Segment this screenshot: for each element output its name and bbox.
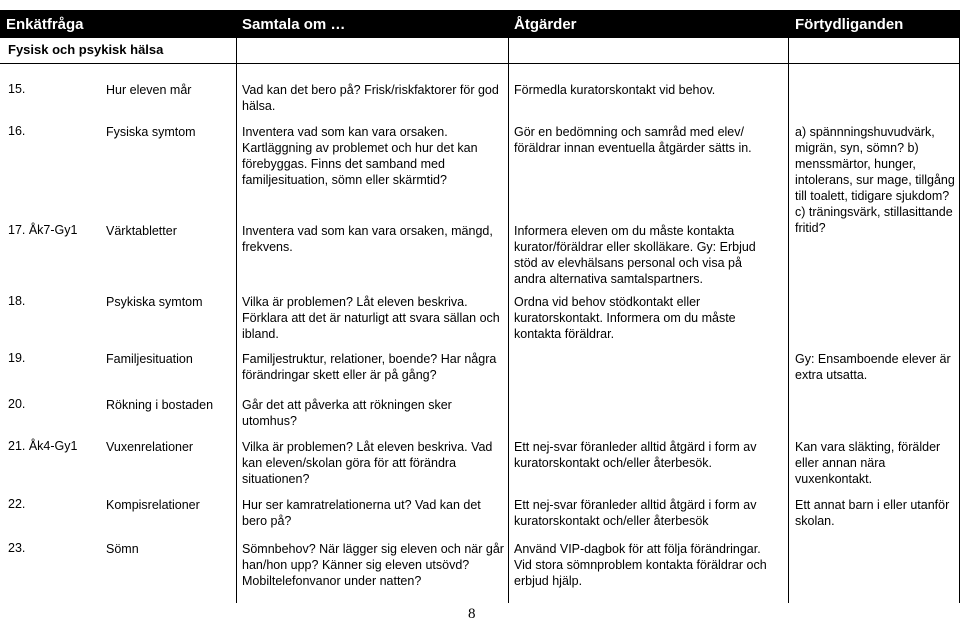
question-topic: Fysiska symtom	[106, 125, 196, 139]
question-topic: Värktabletter	[106, 224, 177, 238]
talk-about-text: Sömnbehov? När lägger sig eleven och när går han/hon upp? Känner sig eleven utsövd? Mobiltelefonvanor under natten?	[242, 542, 504, 588]
header-atgarder: Åtgärder	[514, 16, 577, 33]
question-number: 20.	[8, 397, 26, 411]
talk-about-text: Vilka är problemen? Låt eleven beskriva. Förklara att det är naturligt att svara sällan och ibland.	[242, 295, 500, 341]
clarification-text: Ett annat barn i eller utanför skolan.	[795, 498, 950, 528]
action-text: Informera eleven om du måste kontakta kurator/föräldrar eller skolläkare. Gy: Erbjud stöd av elevhälsans personal och visa på andra alternativa samtalspartners.	[514, 224, 756, 286]
talk-about-text: Går det att påverka att rökningen sker utomhus?	[242, 398, 452, 428]
question-number: 22.	[8, 497, 26, 511]
question-topic: Hur eleven mår	[106, 83, 192, 97]
column-divider	[236, 38, 237, 603]
question-number: 23.	[8, 541, 26, 555]
action-text: Förmedla kuratorskontakt vid behov.	[514, 83, 716, 97]
talk-about-text: Familjestruktur, relationer, boende? Har några förändringar skett eller är på gång?	[242, 352, 497, 382]
action-text: Ordna vid behov stödkontakt eller kuratorskontakt. Informera om du måste kontakta föräldrar.	[514, 295, 736, 341]
header-enkatfraga: Enkätfråga	[6, 16, 84, 33]
question-topic: Kompisrelationer	[106, 498, 200, 512]
action-text: Använd VIP-dagbok för att följa förändringar. Vid stora sömnproblem kontakta föräldrar och erbjud hjälp.	[514, 542, 767, 588]
question-number: 21. Åk4-Gy1	[8, 439, 78, 453]
talk-about-text: Inventera vad som kan vara orsaken. Kartläggning av problemet och hur det kan förebyggas. Finns det samband med familjesituation, sömn eller skärmtid?	[242, 125, 478, 187]
section-title: Fysisk och psykisk hälsa	[8, 42, 164, 57]
page-number: 8	[468, 606, 476, 622]
action-text: Gör en bedömning och samråd med elev/ föräldrar innan eventuella åtgärder sätts in.	[514, 125, 752, 155]
header-fortydliganden: Förtydliganden	[795, 16, 904, 33]
talk-about-text: Vilka är problemen? Låt eleven beskriva. Vad kan eleven/skolan göra för att förändra situationen?	[242, 440, 493, 486]
clarification-text: Gy: Ensamboende elever är extra utsatta.	[795, 352, 951, 382]
table-header	[0, 10, 960, 38]
question-number: 15.	[8, 82, 26, 96]
talk-about-text: Hur ser kamratrelationerna ut? Vad kan det bero på?	[242, 498, 481, 528]
question-topic: Familjesituation	[106, 352, 193, 366]
clarification-text: a) spännningshuvudvärk, migrän, syn, sömn? b) menssmärtor, hunger, intolerans, sur mage, tillgång till toalett, tidigare sjukdom? c) träningsvärk, stillasittande fritid?	[795, 125, 955, 235]
column-divider	[788, 38, 789, 603]
question-topic: Rökning i bostaden	[106, 398, 214, 412]
clarification-text: Kan vara släkting, förälder eller annan nära vuxenkontakt.	[795, 440, 941, 486]
question-number: 17. Åk7-Gy1	[8, 223, 78, 237]
question-topic: Sömn	[106, 542, 139, 556]
section-divider	[0, 63, 960, 64]
question-number: 18.	[8, 294, 26, 308]
question-topic: Vuxenrelationer	[106, 440, 194, 454]
talk-about-text: Vad kan det bero på? Frisk/riskfaktorer för god hälsa.	[242, 83, 499, 113]
question-topic: Psykiska symtom	[106, 295, 203, 309]
talk-about-text: Inventera vad som kan vara orsaken, mängd, frekvens.	[242, 224, 493, 254]
action-text: Ett nej-svar föranleder alltid åtgärd i form av kuratorskontakt och/eller återbesök.	[514, 440, 757, 470]
column-divider	[508, 38, 509, 603]
question-number: 16.	[8, 124, 26, 138]
question-number: 19.	[8, 351, 26, 365]
header-samtala-om: Samtala om …	[242, 16, 346, 33]
action-text: Ett nej-svar föranleder alltid åtgärd i form av kuratorskontakt och/eller återbesök	[514, 498, 757, 528]
